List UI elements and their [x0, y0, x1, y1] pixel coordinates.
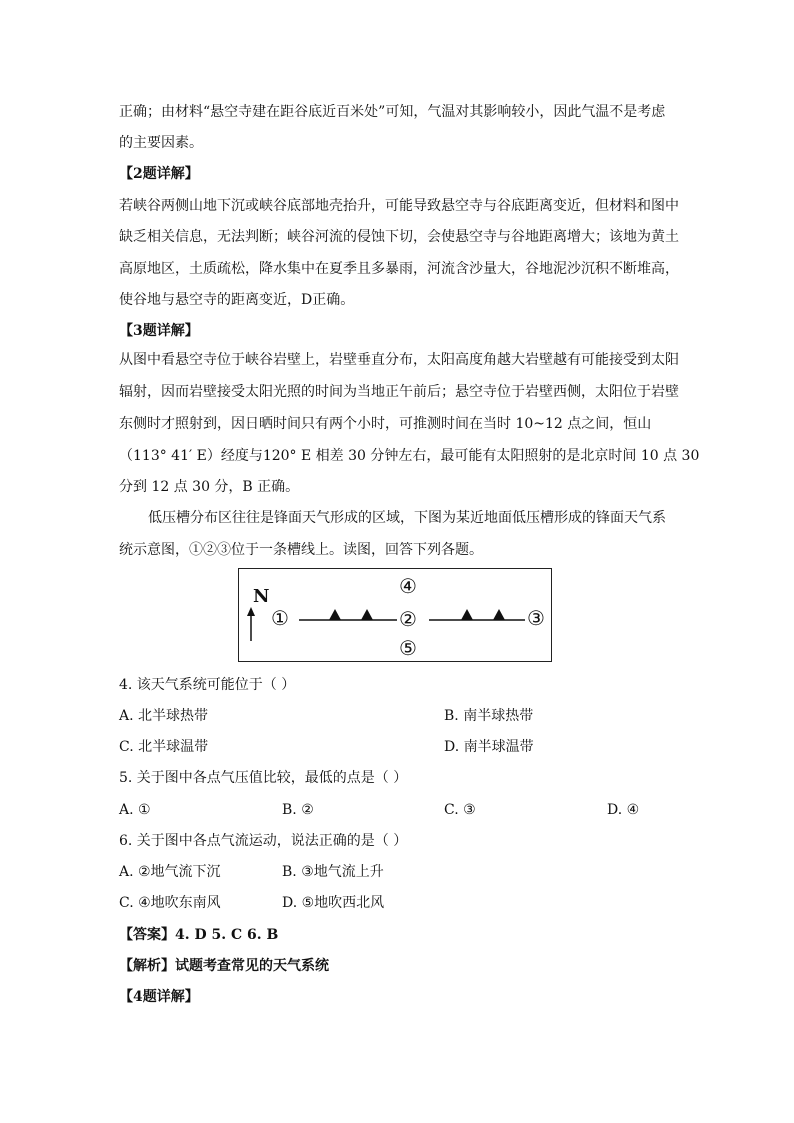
paragraph-line: 统示意图，①②③位于一条槽线上。读图，回答下列各题。	[119, 542, 483, 558]
point-2-label: ②	[399, 607, 417, 631]
section-heading: 【2题详解】	[119, 166, 199, 182]
front-triangle-icon	[361, 609, 373, 620]
paragraph-line: 从图中看悬空寺位于峡谷岩壁上，岩壁垂直分布，太阳高度角越大岩壁越有可能接受到太阳	[119, 352, 679, 368]
paragraph-line: 使谷地与悬空寺的距离变近，D正确。	[119, 292, 355, 308]
front-triangle-icon	[461, 609, 473, 620]
answer-line: 【答案】4. D 5. C 6. B	[119, 927, 279, 943]
q4-option-d[interactable]: D. 南半球温带	[444, 739, 534, 755]
q5-option-d[interactable]: D. ④	[607, 802, 640, 818]
section-heading: 【3题详解】	[119, 323, 199, 339]
point-5-label: ⑤	[399, 636, 417, 660]
q6-option-a[interactable]: A. ②地气流下沉	[119, 864, 221, 880]
q6-option-b[interactable]: B. ③地气流上升	[282, 864, 384, 880]
front-system-diagram	[238, 568, 552, 662]
question-5-stem: 5. 关于图中各点气压值比较，最低的点是（ ）	[119, 770, 408, 786]
north-label: N	[253, 586, 270, 607]
paragraph-line: （113° 41′ E）经度与120° E 相差 30 分钟左右，最可能有太阳照射的是北京时间 10 点 30	[119, 448, 700, 464]
point-1-label: ①	[271, 606, 289, 630]
q6-option-c[interactable]: C. ④地吹东南风	[119, 895, 221, 911]
q6-option-d[interactable]: D. ⑤地吹西北风	[282, 895, 385, 911]
paragraph-line: 若峡谷两侧山地下沉或峡谷底部地壳抬升，可能导致悬空寺与谷底距离变近，但材料和图中	[119, 198, 679, 214]
analysis-line: 【解析】试题考查常见的天气系统	[119, 958, 329, 974]
north-arrow-icon	[247, 607, 255, 616]
q4-option-b[interactable]: B. 南半球热带	[444, 708, 534, 724]
paragraph-line: 缺乏相关信息，无法判断；峡谷河流的侵蚀下切，会使悬空寺与谷地距离增大；该地为黄土	[119, 229, 679, 245]
front-triangle-icon	[493, 609, 505, 620]
paragraph-line: 高原地区，土质疏松，降水集中在夏季且多暴雨，河流含沙量大，谷地泥沙沉积不断堆高，	[119, 261, 679, 277]
diagram-canvas	[239, 569, 553, 663]
section-heading: 【4题详解】	[119, 989, 199, 1005]
paragraph-line: 正确；由材料“悬空寺建在距谷底近百米处”可知，气温对其影响较小，因此气温不是考虑	[119, 104, 666, 120]
q4-option-c[interactable]: C. 北半球温带	[119, 739, 209, 755]
q5-option-c[interactable]: C. ③	[444, 802, 476, 818]
q5-option-b[interactable]: B. ②	[282, 802, 314, 818]
paragraph-line: 的主要因素。	[119, 135, 203, 151]
paragraph-line: 东侧时才照射到，因日晒时间只有两个小时，可推测时间在当时 10~12 点之间，恒山	[119, 416, 652, 432]
front-triangle-icon	[329, 609, 341, 620]
paragraph-line: 分到 12 点 30 分，B 正确。	[119, 479, 300, 495]
q5-option-a[interactable]: A. ①	[119, 802, 151, 818]
point-4-label: ④	[399, 574, 417, 598]
question-6-stem: 6. 关于图中各点气流运动，说法正确的是（ ）	[119, 833, 408, 849]
question-4-stem: 4. 该天气系统可能位于（ ）	[119, 677, 296, 693]
q4-option-a[interactable]: A. 北半球热带	[119, 708, 209, 724]
paragraph-line: 辐射，因而岩壁接受太阳光照的时间为当地正午前后；悬空寺位于岩壁西侧，太阳位于岩壁	[119, 384, 679, 400]
point-3-label: ③	[527, 606, 545, 630]
paragraph-line: 低压槽分布区往往是锋面天气形成的区域，下图为某近地面低压槽形成的锋面天气系	[148, 510, 666, 526]
